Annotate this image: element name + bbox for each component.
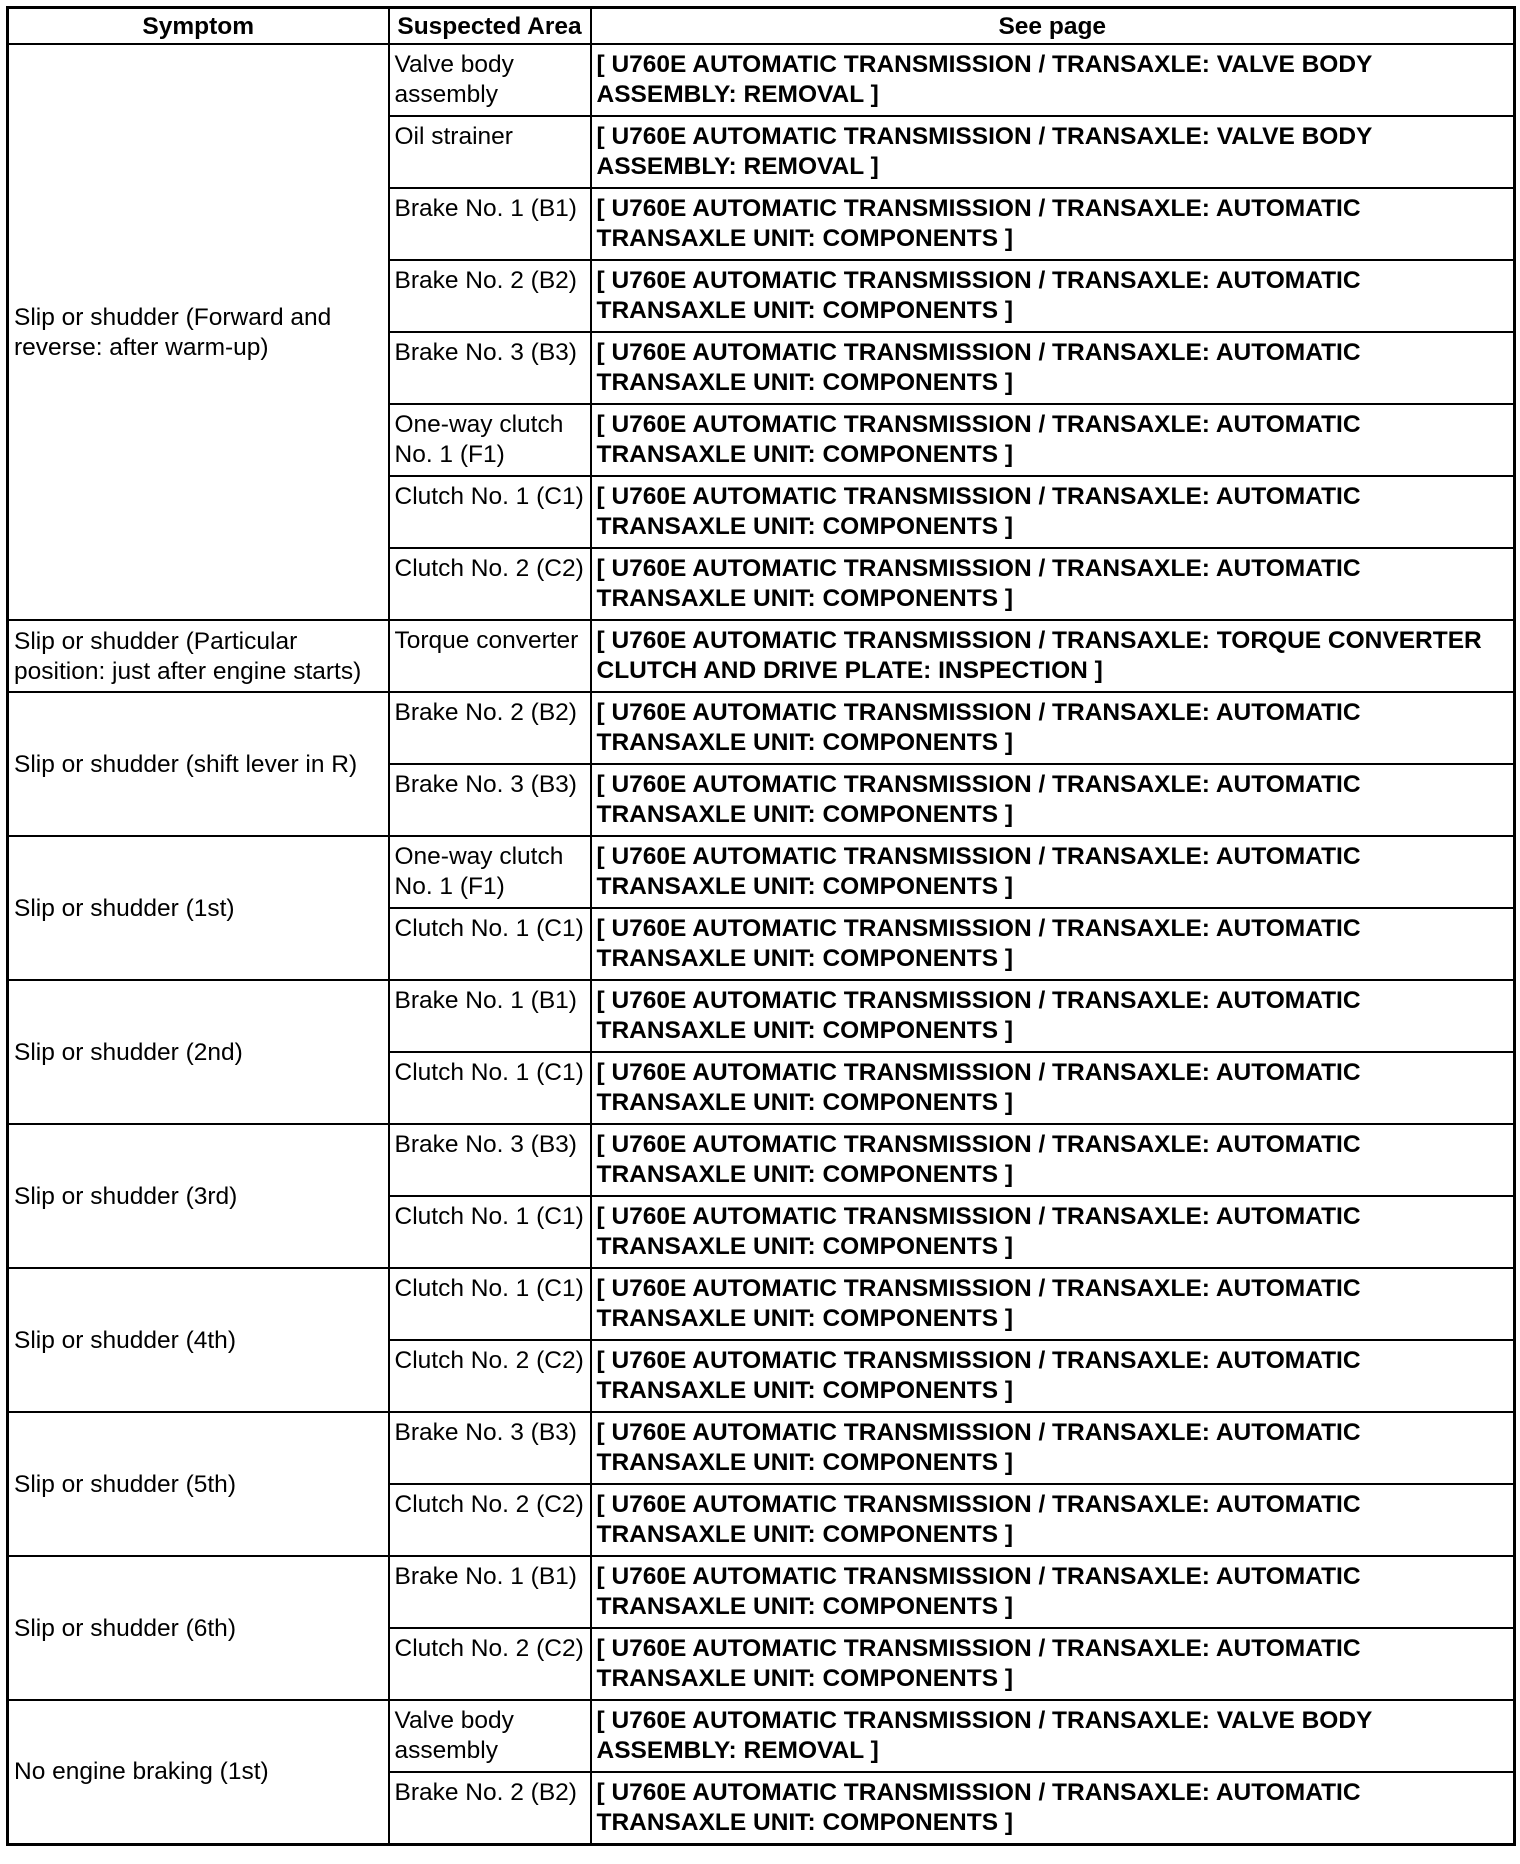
symptom-cell: Slip or shudder (Particular position: just after engine starts) (8, 620, 389, 692)
suspected-area-cell: Brake No. 1 (B1) (389, 980, 591, 1052)
see-page-link[interactable]: [ U760E AUTOMATIC TRANSMISSION / TRANSAXLE: AUTOMATIC TRANSAXLE UNIT: COMPONENTS ] (591, 1484, 1515, 1556)
see-page-link[interactable]: [ U760E AUTOMATIC TRANSMISSION / TRANSAXLE: AUTOMATIC TRANSAXLE UNIT: COMPONENTS ] (591, 188, 1515, 260)
table-row (8, 620, 1515, 692)
symptom-cell: Slip or shudder (shift lever in R) (8, 692, 389, 836)
suspected-area-cell: Torque converter (389, 620, 591, 692)
suspected-area-cell: Clutch No. 2 (C2) (389, 1628, 591, 1700)
see-page-link[interactable]: [ U760E AUTOMATIC TRANSMISSION / TRANSAXLE: AUTOMATIC TRANSAXLE UNIT: COMPONENTS ] (591, 548, 1515, 620)
suspected-area-cell: Brake No. 2 (B2) (389, 692, 591, 764)
symptom-cell: Slip or shudder (3rd) (8, 1124, 389, 1268)
page (6, 6, 1516, 1846)
header-row (8, 8, 1515, 45)
symptom-cell: Slip or shudder (Forward and reverse: after warm-up) (8, 44, 389, 620)
see-page-link[interactable]: [ U760E AUTOMATIC TRANSMISSION / TRANSAXLE: VALVE BODY ASSEMBLY: REMOVAL ] (591, 1700, 1515, 1772)
see-page-link[interactable]: [ U760E AUTOMATIC TRANSMISSION / TRANSAXLE: AUTOMATIC TRANSAXLE UNIT: COMPONENTS ] (591, 476, 1515, 548)
suspected-area-cell: Clutch No. 1 (C1) (389, 476, 591, 548)
see-page-link[interactable]: [ U760E AUTOMATIC TRANSMISSION / TRANSAXLE: AUTOMATIC TRANSAXLE UNIT: COMPONENTS ] (591, 1340, 1515, 1412)
suspected-area-cell: Brake No. 2 (B2) (389, 1772, 591, 1844)
suspected-area-cell: Clutch No. 2 (C2) (389, 1484, 591, 1556)
table-row (8, 692, 1515, 764)
see-page-link[interactable]: [ U760E AUTOMATIC TRANSMISSION / TRANSAXLE: AUTOMATIC TRANSAXLE UNIT: COMPONENTS ] (591, 404, 1515, 476)
symptom-cell: Slip or shudder (2nd) (8, 980, 389, 1124)
see-page-link[interactable]: [ U760E AUTOMATIC TRANSMISSION / TRANSAXLE: AUTOMATIC TRANSAXLE UNIT: COMPONENTS ] (591, 260, 1515, 332)
table-body (8, 44, 1515, 1844)
see-page-link[interactable]: [ U760E AUTOMATIC TRANSMISSION / TRANSAXLE: AUTOMATIC TRANSAXLE UNIT: COMPONENTS ] (591, 1124, 1515, 1196)
suspected-area-cell: Clutch No. 2 (C2) (389, 548, 591, 620)
suspected-area-cell: Brake No. 3 (B3) (389, 764, 591, 836)
suspected-area-cell: One-way clutch No. 1 (F1) (389, 404, 591, 476)
suspected-area-cell: Clutch No. 1 (C1) (389, 1196, 591, 1268)
table-row (8, 1412, 1515, 1484)
see-page-link[interactable]: [ U760E AUTOMATIC TRANSMISSION / TRANSAXLE: AUTOMATIC TRANSAXLE UNIT: COMPONENTS ] (591, 1628, 1515, 1700)
suspected-area-cell: Brake No. 1 (B1) (389, 188, 591, 260)
header-see-page: See page (591, 8, 1515, 45)
see-page-link[interactable]: [ U760E AUTOMATIC TRANSMISSION / TRANSAXLE: VALVE BODY ASSEMBLY: REMOVAL ] (591, 44, 1515, 116)
see-page-link[interactable]: [ U760E AUTOMATIC TRANSMISSION / TRANSAXLE: AUTOMATIC TRANSAXLE UNIT: COMPONENTS ] (591, 1556, 1515, 1628)
symptom-cell: Slip or shudder (5th) (8, 1412, 389, 1556)
see-page-link[interactable]: [ U760E AUTOMATIC TRANSMISSION / TRANSAXLE: AUTOMATIC TRANSAXLE UNIT: COMPONENTS ] (591, 1196, 1515, 1268)
see-page-link[interactable]: [ U760E AUTOMATIC TRANSMISSION / TRANSAXLE: VALVE BODY ASSEMBLY: REMOVAL ] (591, 116, 1515, 188)
see-page-link[interactable]: [ U760E AUTOMATIC TRANSMISSION / TRANSAXLE: AUTOMATIC TRANSAXLE UNIT: COMPONENTS ] (591, 1412, 1515, 1484)
suspected-area-cell: Brake No. 3 (B3) (389, 1412, 591, 1484)
suspected-area-cell: Clutch No. 2 (C2) (389, 1340, 591, 1412)
see-page-link[interactable]: [ U760E AUTOMATIC TRANSMISSION / TRANSAXLE: AUTOMATIC TRANSAXLE UNIT: COMPONENTS ] (591, 836, 1515, 908)
symptom-cell: No engine braking (1st) (8, 1700, 389, 1844)
table-row (8, 44, 1515, 116)
suspected-area-cell: Brake No. 3 (B3) (389, 1124, 591, 1196)
suspected-area-cell: Brake No. 3 (B3) (389, 332, 591, 404)
symptom-cell: Slip or shudder (6th) (8, 1556, 389, 1700)
table-row (8, 836, 1515, 908)
suspected-area-cell: Valve body assembly (389, 44, 591, 116)
see-page-link[interactable]: [ U760E AUTOMATIC TRANSMISSION / TRANSAXLE: AUTOMATIC TRANSAXLE UNIT: COMPONENTS ] (591, 1052, 1515, 1124)
table-row (8, 1268, 1515, 1340)
table-row (8, 1124, 1515, 1196)
see-page-link[interactable]: [ U760E AUTOMATIC TRANSMISSION / TRANSAXLE: TORQUE CONVERTER CLUTCH AND DRIVE PLATE: INSPECTION ] (591, 620, 1515, 692)
suspected-area-cell: Clutch No. 1 (C1) (389, 908, 591, 980)
see-page-link[interactable]: [ U760E AUTOMATIC TRANSMISSION / TRANSAXLE: AUTOMATIC TRANSAXLE UNIT: COMPONENTS ] (591, 908, 1515, 980)
table-row (8, 1556, 1515, 1628)
table-row (8, 1700, 1515, 1772)
symptom-cell: Slip or shudder (1st) (8, 836, 389, 980)
suspected-area-cell: Brake No. 2 (B2) (389, 260, 591, 332)
suspected-area-cell: Clutch No. 1 (C1) (389, 1268, 591, 1340)
see-page-link[interactable]: [ U760E AUTOMATIC TRANSMISSION / TRANSAXLE: AUTOMATIC TRANSAXLE UNIT: COMPONENTS ] (591, 764, 1515, 836)
see-page-link[interactable]: [ U760E AUTOMATIC TRANSMISSION / TRANSAXLE: AUTOMATIC TRANSAXLE UNIT: COMPONENTS ] (591, 332, 1515, 404)
header-suspected-area: Suspected Area (389, 8, 591, 45)
see-page-link[interactable]: [ U760E AUTOMATIC TRANSMISSION / TRANSAXLE: AUTOMATIC TRANSAXLE UNIT: COMPONENTS ] (591, 692, 1515, 764)
symptom-cell: Slip or shudder (4th) (8, 1268, 389, 1412)
table-row (8, 980, 1515, 1052)
see-page-link[interactable]: [ U760E AUTOMATIC TRANSMISSION / TRANSAXLE: AUTOMATIC TRANSAXLE UNIT: COMPONENTS ] (591, 980, 1515, 1052)
suspected-area-cell: One-way clutch No. 1 (F1) (389, 836, 591, 908)
suspected-area-cell: Valve body assembly (389, 1700, 591, 1772)
header-symptom: Symptom (8, 8, 389, 45)
see-page-link[interactable]: [ U760E AUTOMATIC TRANSMISSION / TRANSAXLE: AUTOMATIC TRANSAXLE UNIT: COMPONENTS ] (591, 1772, 1515, 1844)
symptom-table (6, 6, 1516, 1846)
suspected-area-cell: Oil strainer (389, 116, 591, 188)
suspected-area-cell: Clutch No. 1 (C1) (389, 1052, 591, 1124)
suspected-area-cell: Brake No. 1 (B1) (389, 1556, 591, 1628)
see-page-link[interactable]: [ U760E AUTOMATIC TRANSMISSION / TRANSAXLE: AUTOMATIC TRANSAXLE UNIT: COMPONENTS ] (591, 1268, 1515, 1340)
